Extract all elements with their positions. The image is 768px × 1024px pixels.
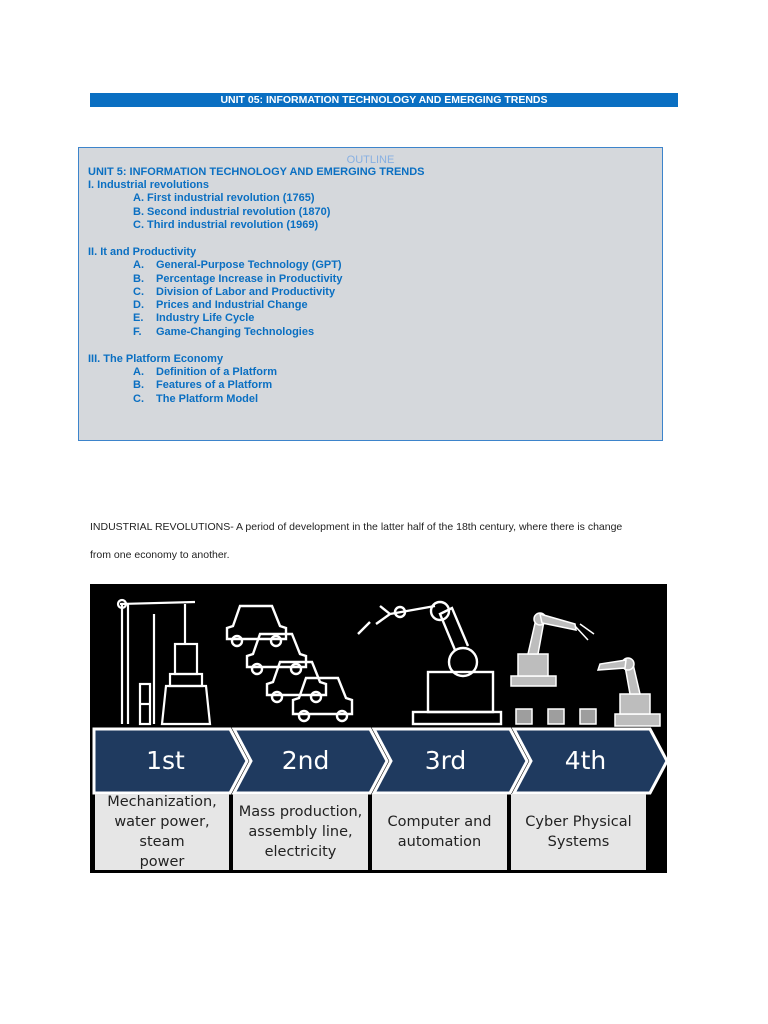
outline-item: A. First industrial revolution (1765) [133,192,315,204]
outline-box [78,147,663,441]
outline-section-title: I. Industrial revolutions [88,179,210,191]
robot-arm-icon [358,602,501,724]
outline-item: C. Division of Labor and Productivity [133,286,336,298]
outline-item: E. Industry Life Cycle [133,312,255,324]
stage-label-4th: 4th [564,746,607,775]
outline-item: A. Definition of a Platform [133,366,277,378]
outline-item: B. Second industrial revolution (1870) [133,206,331,218]
intro-paragraph-line: INDUSTRIAL REVOLUTIONS- A period of development in the latter half of the 18th century, where there is change [90,521,623,533]
stage-description: Computer and automation [372,794,507,870]
cyber-robot-icon [511,613,660,726]
stage-label-2nd: 2nd [281,746,330,775]
stage-description: Mass production, assembly line, electricity [233,794,368,870]
outline-item: F. Game-Changing Technologies [133,326,315,338]
car-assembly-icon [227,606,352,721]
outline-item: C. Third industrial revolution (1969) [133,219,319,231]
outline-item: B. Features of a Platform [133,379,273,391]
outline-item: C. The Platform Model [133,393,259,405]
stage-label-3rd: 3rd [424,746,467,775]
outline-section-title: II. It and Productivity [88,246,197,258]
stage-label-1st: 1st [146,746,185,775]
industrial-revolutions-graphic [90,584,667,873]
steam-engine-icon [118,600,210,724]
stage-description: Mechanization, water power, steam power [95,794,229,870]
outline-unit-title: UNIT 5: INFORMATION TECHNOLOGY AND EMERGING TRENDS [88,166,425,178]
stage-description: Cyber Physical Systems [511,794,646,870]
outline-item: B. Percentage Increase in Productivity [133,273,343,285]
outline-heading: OUTLINE [346,154,395,166]
outline-item: D. Prices and Industrial Change [133,299,308,311]
intro-paragraph-line: from one economy to another. [90,549,230,561]
unit-title-banner: UNIT 05: INFORMATION TECHNOLOGY AND EMERGING TRENDS [90,93,678,107]
outline-section-title: III. The Platform Economy [88,353,224,365]
outline-item: A. General-Purpose Technology (GPT) [133,259,342,271]
